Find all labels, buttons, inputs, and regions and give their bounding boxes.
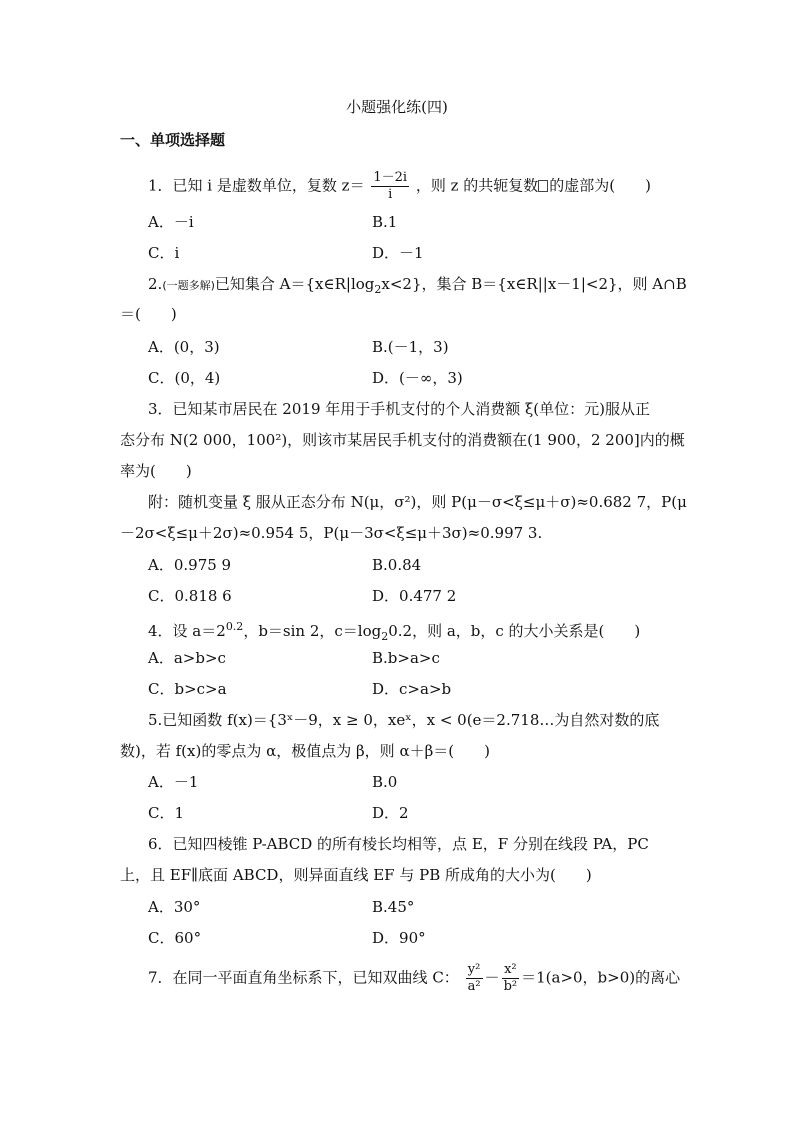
question-3-cont: 率为( ) bbox=[120, 462, 192, 480]
option-c: C．0.818 6 bbox=[148, 587, 232, 605]
question-4: 4．设 $a=2^{0.2}$，b＝sin 2，$c=\log_20.2$，则 a，b，c 的大小关系是( ) bbox=[148, 620, 641, 643]
option-b: B.45° bbox=[372, 898, 415, 916]
option-b: B.1 bbox=[372, 213, 398, 231]
question-6: 6．已知四棱锥 P-ABCD 的所有棱长均相等，点 E，F 分别在线段 PA，PC bbox=[148, 835, 649, 853]
question-3-note: 附：随机变量 ξ 服从正态分布 N(μ，σ²)，则 P(μ－σ<ξ≤μ＋σ)≈0.682 7，P(μ bbox=[148, 493, 687, 511]
question-5-cont: 数)，若 f(x)的零点为 α，极值点为 β，则 α＋β＝( ) bbox=[120, 742, 490, 760]
question-1: 1．已知 i 是虚数单位，复数 z＝ $\frac{1-2i}{i}$ ，则 z 的共轭复数 的虚部为( ) bbox=[148, 170, 652, 202]
fraction: $\frac{1-2i}{i}$ bbox=[373, 170, 408, 202]
question-5: 5.已知函数 f(x)＝{3ˣ－9，x ≥ 0，xeˣ，x < 0(e＝2.718…为自然对数的底 bbox=[148, 711, 660, 729]
option-b: B.b>a>c bbox=[372, 649, 440, 667]
option-a: A．0.975 9 bbox=[148, 556, 232, 574]
fraction: $\frac{\text{y²}}{\text{a²}}$ bbox=[467, 962, 481, 994]
option-d: D．－1 bbox=[372, 244, 424, 262]
option-d: D．0.477 2 bbox=[372, 587, 457, 605]
option-c: C．60° bbox=[148, 929, 202, 947]
question-3: 3．已知某市居民在 2019 年用于手机支付的个人消费额 ξ(单位：元)服从正 bbox=[148, 400, 650, 418]
question-6-cont: 上，且 EF∥底面 ABCD，则异面直线 EF 与 PB 所成角的大小为( ) bbox=[120, 866, 592, 884]
option-a: A．－i bbox=[148, 213, 194, 231]
question-2-cont: ＝( ) bbox=[120, 305, 177, 323]
question-2: 2.(一题多解)已知集合 $A=\{x\in R|\log_2x<2\}$，集合 B＝{x∈R||x－1|<2}，则 A∩B bbox=[148, 275, 687, 296]
option-c: C．i bbox=[148, 244, 180, 262]
question-3-note-cont: －2σ<ξ≤μ＋2σ)≈0.954 5，P(μ－3σ<ξ≤μ＋3σ)≈0.997 3. bbox=[120, 524, 543, 542]
option-a: A．a>b>c bbox=[148, 649, 226, 667]
option-d: D．(－∞，3) bbox=[372, 369, 463, 387]
option-b: B.(－1，3) bbox=[372, 338, 449, 356]
section-heading: 一、单项选择题 bbox=[120, 131, 226, 149]
question-7: 7．在同一平面直角坐标系下，已知双曲线 C： $\frac{\text{y²}}{\text{a²}}$ － $\frac{\text{x²}}{\text{b²}}$ ＝1(a>0，b>0)的离心 bbox=[148, 962, 681, 994]
option-c: C．1 bbox=[148, 804, 185, 822]
option-b: B.0 bbox=[372, 773, 398, 791]
option-a: A．30° bbox=[148, 898, 201, 916]
page-title: 小题强化练(四) bbox=[346, 98, 448, 116]
option-c: C．b>c>a bbox=[148, 680, 227, 698]
fraction: $\frac{\text{x²}}{\text{b²}}$ bbox=[503, 962, 518, 994]
option-a: A．－1 bbox=[148, 773, 199, 791]
option-c: C．(0，4) bbox=[148, 369, 221, 387]
question-3-cont: 态分布 N(2 000，100²)，则该市某居民手机支付的消费额在(1 900，2 200]内的概 bbox=[120, 431, 685, 449]
conjugate-symbol-icon bbox=[538, 180, 548, 192]
option-a: A．(0，3) bbox=[148, 338, 220, 356]
option-d: D．2 bbox=[372, 804, 409, 822]
option-b: B.0.84 bbox=[372, 556, 422, 574]
option-d: D．90° bbox=[372, 929, 426, 947]
option-d: D．c>a>b bbox=[372, 680, 452, 698]
